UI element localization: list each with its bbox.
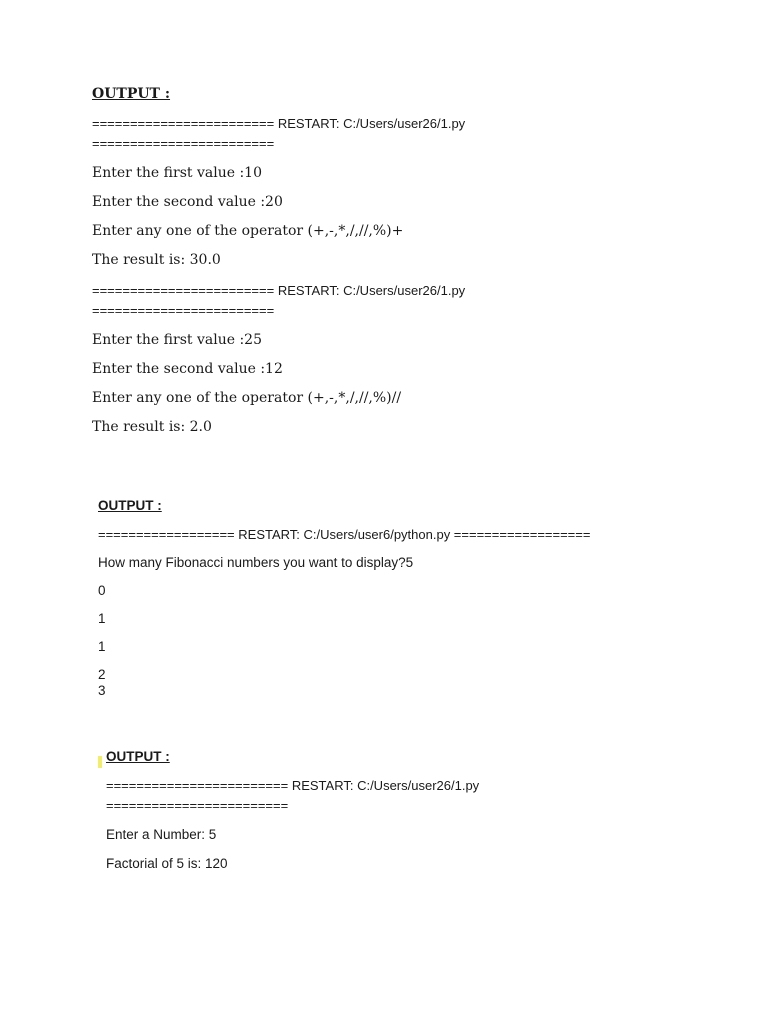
restart-line: ================== RESTART: C:/Users/user6/python.py ================== (98, 527, 591, 542)
fibonacci-number: 3 (98, 683, 106, 698)
fibonacci-number: 0 (98, 583, 106, 598)
output-line: Enter any one of the operator (+,-,*,/,//,%)// (92, 390, 402, 406)
restart-rule: ======================== (106, 798, 289, 813)
output-line: The result is: 2.0 (92, 419, 212, 435)
restart-line: ======================== RESTART: C:/Users/user26/1.py (92, 283, 466, 298)
output-line: The result is: 30.0 (92, 252, 221, 268)
output-line: Enter the second value :12 (92, 361, 283, 377)
output-line: How many Fibonacci numbers you want to display?5 (98, 555, 414, 570)
section-heading: OUTPUT : (92, 86, 171, 102)
fibonacci-number: 2 (98, 667, 106, 682)
fibonacci-number: 1 (98, 611, 106, 626)
highlight-marker (98, 756, 102, 768)
restart-line: ======================== RESTART: C:/Users/user26/1.py (106, 778, 480, 793)
output-line: Enter the first value :10 (92, 165, 262, 181)
section-heading: OUTPUT : (98, 498, 162, 513)
output-line: Enter any one of the operator (+,-,*,/,//,%)+ (92, 223, 404, 239)
section-heading: OUTPUT : (106, 749, 170, 764)
restart-rule: ======================== (92, 303, 275, 318)
output-line: Enter the first value :25 (92, 332, 262, 348)
output-line: Enter a Number: 5 (106, 827, 217, 842)
restart-rule: ======================== (92, 136, 275, 151)
restart-line: ======================== RESTART: C:/Users/user26/1.py (92, 116, 466, 131)
output-line: Enter the second value :20 (92, 194, 283, 210)
output-line: Factorial of 5 is: 120 (106, 856, 228, 871)
fibonacci-number: 1 (98, 639, 106, 654)
